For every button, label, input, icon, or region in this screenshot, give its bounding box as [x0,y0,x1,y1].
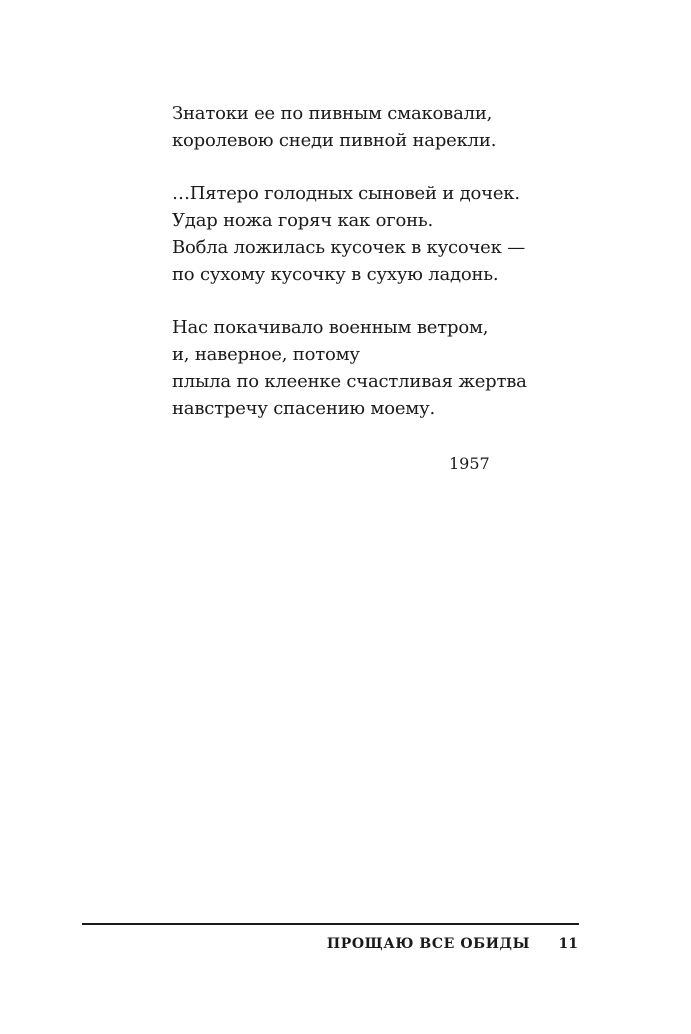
poem-line: Удар ножа горяч как огонь. [172,210,434,231]
running-title: ПРОЩАЮ ВСЕ ОБИДЫ [326,936,530,952]
footer-divider [82,923,579,925]
poem-line: Вобла ложилась кусочек в кусочек — [172,237,526,258]
poem-line: по сухому кусочку в сухую ладонь. [172,264,499,285]
stanza-2 [172,180,572,288]
page-number: 11 [558,936,578,952]
poem-line: королевою снеди пивной нарекли. [172,130,497,151]
poem-line: …Пятеро голодных сыновей и дочек. [172,183,520,204]
stanza-3 [172,314,572,422]
poem-body [172,100,572,448]
poem-line: Знатоки ее по пивным смаковали, [172,103,493,124]
stanza-1 [172,100,572,154]
poem-year: 1957 [449,454,490,473]
poem-line: навстречу спасению моему. [172,398,436,419]
poem-line: Нас покачивало военным ветром, [172,317,489,338]
poem-line: плыла по клеенке счастливая жертва [172,371,527,392]
poem-line: и, наверное, потому [172,344,360,365]
